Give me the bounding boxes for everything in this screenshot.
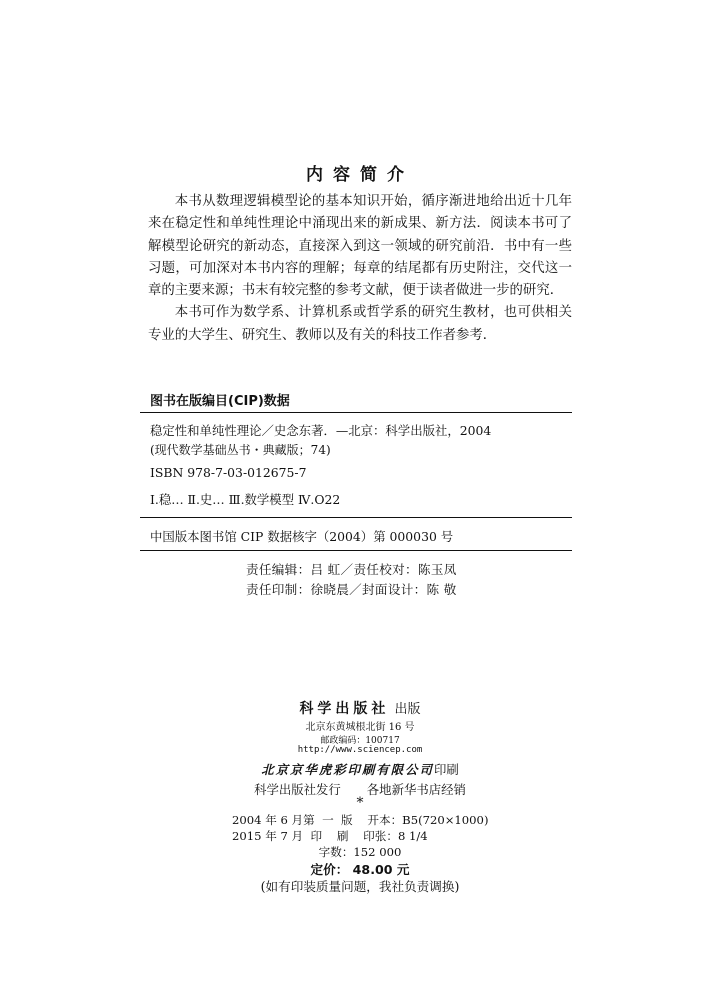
- publisher-url: http://www.sciencep.com: [297, 745, 423, 755]
- cip-heading: 图书在版编目(CIP)数据: [150, 394, 290, 409]
- cip-title-line: 稳定性和单纯性理论／史念东著．—北京：科学出版社，2004: [150, 423, 492, 438]
- separator-asterisk: *: [356, 795, 364, 811]
- edition-line-2: 2015 年 7 月 印 刷 印张：8 1/4: [232, 829, 428, 843]
- edition-word-count: 字数：152 000: [318, 845, 402, 859]
- intro-body: [148, 191, 572, 347]
- quality-notice: (如有印装质量问题，我社负责调换): [260, 879, 460, 894]
- publisher-line: [0, 698, 720, 718]
- distribution-publisher: 科学出版社发行: [254, 782, 341, 797]
- price: 定价： 48.00 元: [310, 862, 410, 877]
- publisher-postcode: 邮政编码：100717: [320, 736, 400, 746]
- intro-title: 内容简介: [306, 165, 414, 185]
- cip-isbn-line: ISBN 978-7-03-012675-7: [150, 465, 307, 480]
- staff-line-1: 责任编辑：吕 虹／责任校对：陈玉凤: [246, 562, 457, 577]
- cip-top-rule: [140, 412, 572, 413]
- publisher-address: 北京东黄城根北街 16 号: [305, 722, 415, 733]
- distribution-stores: 各地新华书店经销: [366, 782, 466, 797]
- publisher-suffix: 出版: [394, 702, 421, 717]
- cip-classification-line: Ⅰ.稳… Ⅱ.史… Ⅲ.数学模型 Ⅳ.O22: [150, 492, 341, 507]
- cip-middle-rule: [140, 517, 572, 518]
- publisher-logo: 科学出版社: [299, 701, 390, 717]
- intro-paragraph-2: 本书可作为数学系、计算机系或哲学系的研究生教材，也可供相关专业的大学生、研究生、教师以及有关的科技工作者参考．: [148, 305, 572, 343]
- cip-verification-line: 中国版本图书馆 CIP 数据核字（2004）第 000030 号: [150, 529, 454, 544]
- printer-logo: 北京京华虎彩印刷有限公司: [261, 762, 434, 777]
- intro-paragraph-1: 本书从数理逻辑模型论的基本知识开始，循序渐进地给出近十几年来在稳定性和单纯性理论中涌现出来的新成果、新方法．阅读本书可了解模型论研究的新动态，直接深入到这一领域的研究前沿．书中有一些习题，可加深对本书内容的理解；每章的结尾都有历史附注，交代这一章的主要来源；书末有较完整的参考文献，便于读者做进一步的研究．: [148, 194, 572, 299]
- staff-line-2: 责任印制：徐晓晨／封面设计：陈 敬: [246, 582, 457, 597]
- edition-line-1: 2004 年 6 月第 一 版 开本：B5(720×1000): [232, 813, 489, 827]
- cip-bottom-rule: [140, 550, 572, 551]
- printer-suffix: 印刷: [433, 762, 459, 777]
- cip-series-line: (现代数学基础丛书・典藏版；74): [150, 443, 331, 457]
- printer-line: [0, 760, 720, 778]
